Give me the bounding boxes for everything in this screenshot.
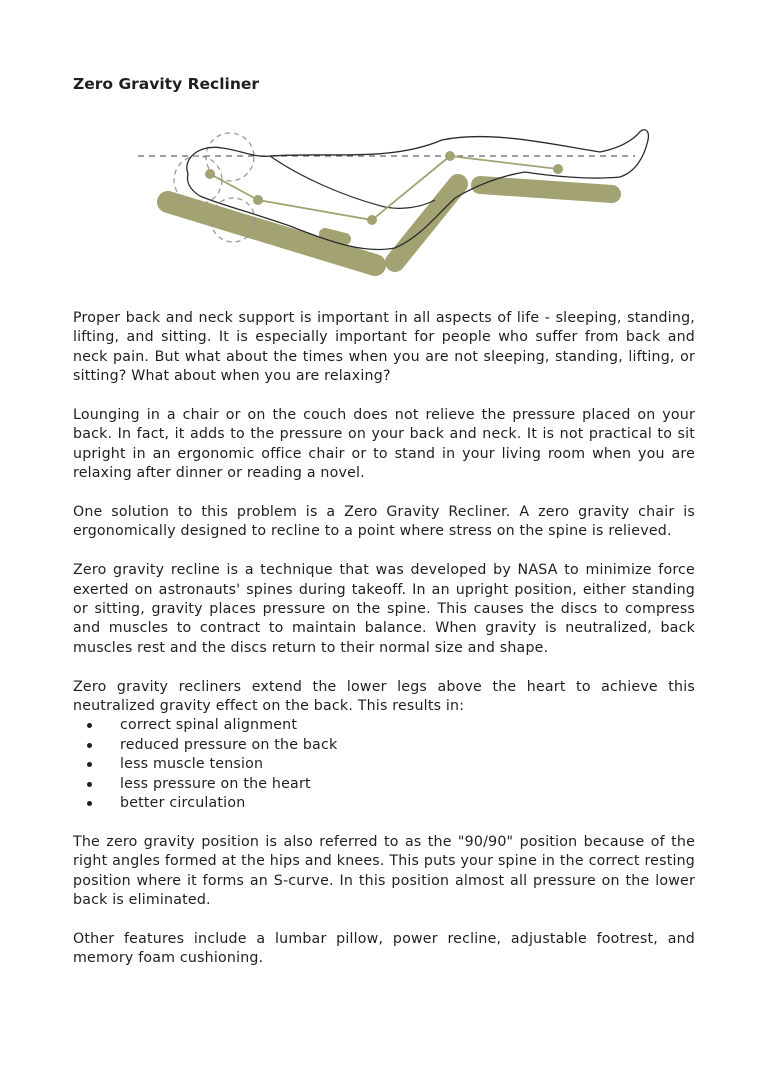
bullet-icon [87, 801, 92, 806]
bullet-icon [87, 743, 92, 748]
lumbar-pad [325, 234, 345, 239]
seat-cushion [395, 184, 458, 262]
paragraph: Lounging in a chair or on the couch does not relieve the pressure placed on your back. In fact, it adds to the pressure on your back and neck. It is not practical to sit upright in an ergonomic office chair or to stand in your living room when you are relaxing after dinner or reading a novel. [73, 407, 695, 482]
paragraph: Zero gravity recline is a technique that was developed by NASA to minimize force exerted on astronauts' spines during takeoff. In an upright position, either standing or sitting, gravity places pressure on the spine. This causes the discs to compress and muscles to contract to maintain balance. When gravity is neutralized, back muscles rest and the discs return to their normal size and shape. [73, 562, 695, 656]
joint-shoulder [253, 195, 263, 205]
article-body [73, 309, 695, 988]
zero-gravity-body-diagram-icon [130, 122, 690, 282]
bullet-icon [87, 762, 92, 767]
bullet-icon [87, 723, 92, 728]
joint-knee [445, 151, 455, 161]
joint-head [205, 169, 215, 179]
list-item [73, 716, 695, 735]
leg-cushion [480, 185, 612, 194]
zero-gravity-illustration [130, 122, 690, 282]
list-item [73, 755, 695, 774]
list-item [73, 775, 695, 794]
joint-ankle [553, 164, 563, 174]
list-item-text: reduced pressure on the back [120, 736, 338, 753]
paragraph: Other features include a lumbar pillow, power recline, adjustable footrest, and memory foam cushioning. [73, 930, 695, 967]
list-item-text: less muscle tension [120, 756, 264, 773]
arm-outline [270, 156, 435, 208]
benefits-list [73, 716, 695, 813]
list-item-text: better circulation [120, 795, 246, 812]
paragraph: Zero gravity recliners extend the lower legs above the heart to achieve this neutralized gravity effect on the back. This results in: [73, 678, 695, 715]
list-item-text: less pressure on the heart [120, 775, 311, 792]
bullet-icon [87, 782, 92, 787]
paragraph: One solution to this problem is a Zero Gravity Recliner. A zero gravity chair is ergonomically designed to recline to a point where stress on the spine is relieved. [73, 504, 695, 540]
list-item [73, 794, 695, 813]
paragraph: The zero gravity position is also referred to as the "90/90" position because of the right angles formed at the hips and knees. This puts your spine in the correct resting position where it forms an S-curve. In this position almost all pressure on the lower back is eliminated. [73, 833, 695, 909]
head-position-circle-2 [174, 156, 222, 204]
list-item [73, 736, 695, 755]
joint-hip [367, 215, 377, 225]
list-item-text: correct spinal alignment [120, 717, 298, 734]
paragraph: Proper back and neck support is important in all aspects of life - sleeping, standing, lifting, and sitting. It is especially important for people who suffer from back and neck pain. But what about the times when you are not sleeping, standing, lifting, or sitting? What about when you are relaxing? [73, 310, 695, 385]
document-title: Zero Gravity Recliner [73, 75, 260, 93]
